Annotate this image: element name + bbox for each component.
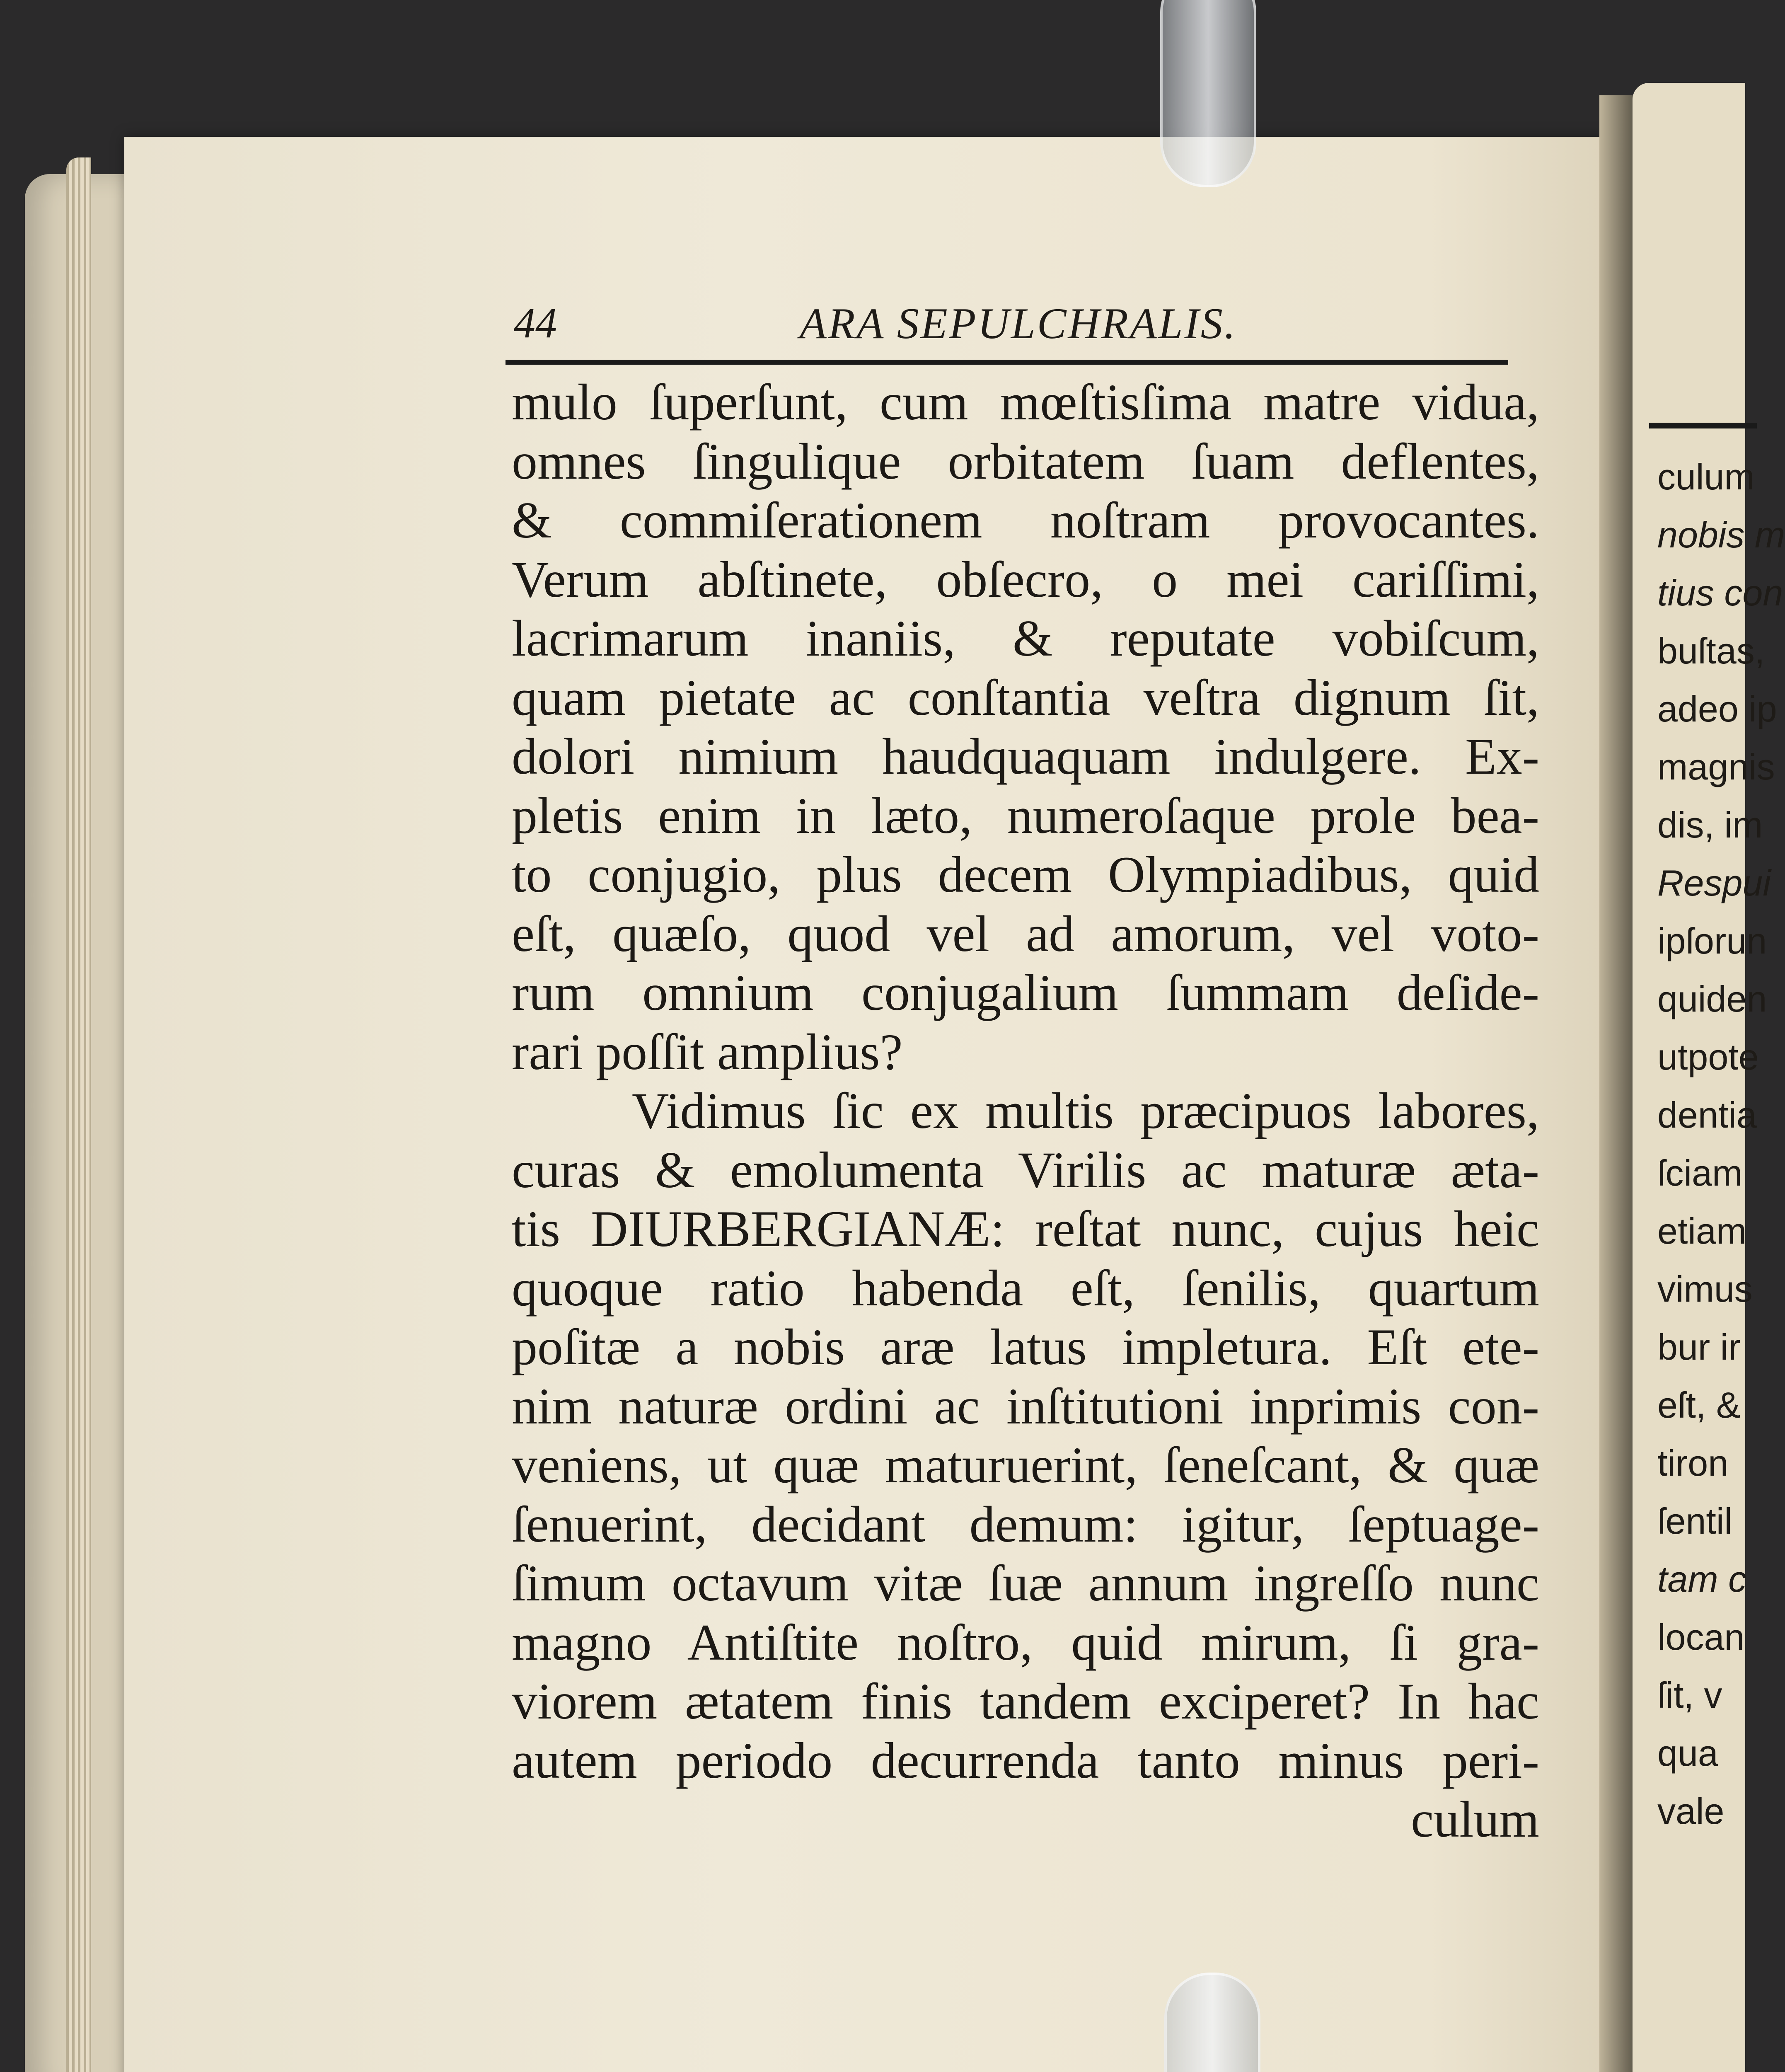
facing-line: nobis m <box>1657 514 1785 555</box>
facing-line: tam c <box>1657 1559 1747 1600</box>
text-line: rum omnium conjugalium ſummam deſide- <box>512 964 1539 1021</box>
page-number: 44 <box>514 299 557 347</box>
facing-line: adeo ip <box>1657 688 1777 729</box>
facing-line: etiam <box>1657 1210 1747 1251</box>
text-line: to conjugio, plus decem Olympiadibus, quid <box>512 846 1539 903</box>
facing-line: buſtas, <box>1657 630 1765 671</box>
text-line: omnes ſingulique orbitatem ſuam deflentes, <box>512 433 1539 490</box>
text-line: eſt, quæſo, quod vel ad amorum, vel voto- <box>512 905 1539 962</box>
facing-line: culum <box>1657 456 1755 497</box>
text-line: veniens, ut quæ maturuerint, ſeneſcant, & quæ <box>512 1437 1539 1493</box>
text-line: rari poſſit amplius? <box>512 1023 903 1080</box>
page-header <box>514 298 1508 361</box>
catchword: culum <box>1411 1791 1539 1848</box>
facing-line: utpote <box>1657 1036 1759 1077</box>
facing-line: qua <box>1657 1733 1718 1774</box>
facing-line: bur ir <box>1657 1326 1741 1368</box>
text-line: quam pietate ac conſtantia veſtra dignum ſit, <box>512 669 1539 726</box>
text-line: magno Antiſtite noſtro, quid mirum, ſi gra- <box>512 1614 1539 1671</box>
running-title: ARA SEPULCHRALIS. <box>800 299 1237 348</box>
facing-line: dentia <box>1657 1094 1757 1135</box>
facing-line: eſt, & <box>1657 1385 1741 1426</box>
text-line: poſitæ a nobis aræ latus impletura. Eſt ete- <box>512 1319 1539 1375</box>
text-line: pletis enim in læto, numeroſaque prole bea- <box>512 787 1539 844</box>
facing-line: ipſorun <box>1657 920 1767 961</box>
header-rule <box>506 360 1508 365</box>
text-line: nim naturæ ordini ac inſtitutioni inprimis con- <box>512 1377 1539 1435</box>
text-line: & commiſerationem noſtram provocantes. <box>512 492 1539 549</box>
text-line: lacrimarum inaniis, & reputate vobiſcum, <box>512 610 1539 667</box>
text-line: Verum abſtinete, obſecro, o mei cariſſimi, <box>512 551 1539 608</box>
text-line: ſimum octavum vitæ ſuæ annum ingreſſo nunc <box>512 1555 1539 1612</box>
facing-line: ſciam <box>1657 1152 1743 1193</box>
body-text <box>512 373 1539 1849</box>
facing-line: vimus <box>1657 1268 1753 1310</box>
facing-page <box>1633 83 1785 2072</box>
text-line: viorem ætatem finis tandem exciperet? In hac <box>512 1673 1539 1730</box>
facing-line: locan <box>1657 1617 1745 1658</box>
text-line: autem periodo decurrenda tanto minus peri- <box>512 1732 1539 1789</box>
facing-line: ſit, v <box>1657 1675 1722 1716</box>
text-line: mulo ſuperſunt, cum mœſtisſima matre vidua, <box>512 374 1539 431</box>
text-line: quoque ratio habenda eſt, ſenilis, quartum <box>512 1259 1539 1317</box>
facing-header-rule <box>1649 423 1757 428</box>
text-line: curas & emolumenta Virilis ac maturæ æta- <box>512 1141 1539 1198</box>
text-line: dolori nimium haudquaquam indulgere. Ex- <box>512 728 1539 785</box>
book-clip-bottom <box>1164 1973 1260 2072</box>
facing-line: ſentil <box>1657 1501 1732 1542</box>
facing-line: tiron <box>1657 1443 1729 1484</box>
facing-line: tius con <box>1657 572 1783 613</box>
facing-line: Respui <box>1657 862 1771 903</box>
page-edges <box>66 157 91 2072</box>
facing-line: dis, im <box>1657 804 1763 845</box>
book-clip-top <box>1160 0 1256 187</box>
text-line: ſenuerint, decidant demum: igitur, ſeptuage- <box>512 1496 1539 1553</box>
facing-line: vale <box>1657 1791 1725 1832</box>
paragraph-start: Vidimus ſic ex multis præcipuos labores, <box>632 1082 1539 1139</box>
facing-line: magnis <box>1657 746 1775 787</box>
facing-line: quiden <box>1657 978 1767 1019</box>
text-line: tis DIURBERGIANÆ: reſtat nunc, cujus heic <box>512 1201 1539 1257</box>
